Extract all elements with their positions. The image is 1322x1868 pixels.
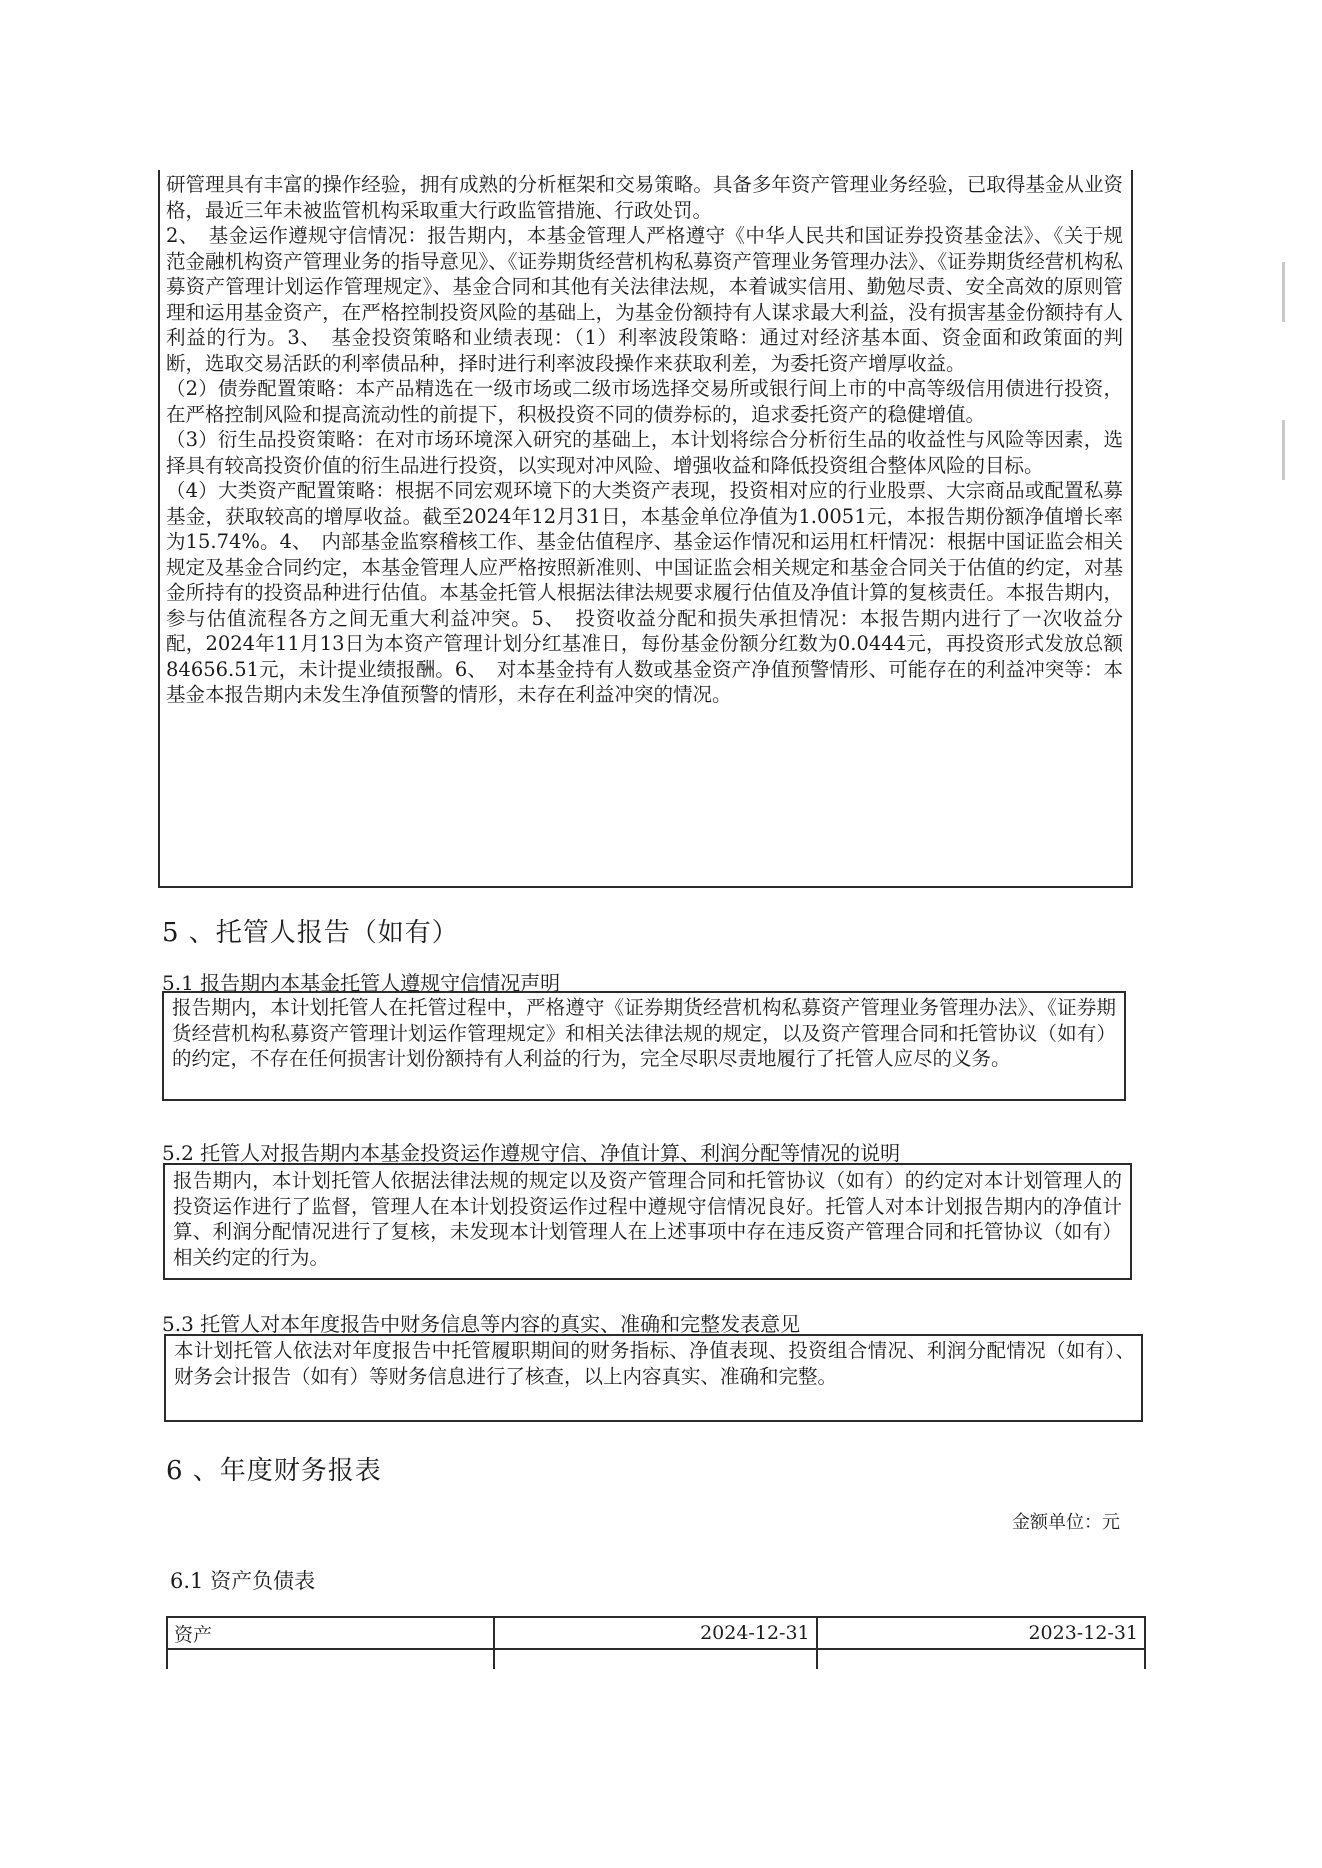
section-5-3-heading: 5.3 托管人对本年度报告中财务信息等内容的真实、准确和完整发表意见 [162, 1312, 801, 1336]
section-5-1-box [162, 991, 1126, 1101]
section-5-1-heading: 5.1 报告期内本基金托管人遵规守信情况声明 [162, 971, 561, 995]
section-5-3-box [164, 1334, 1143, 1422]
section-5-2-heading: 5.2 托管人对报告期内本基金投资运作遵规守信、净值计算、利润分配等情况的说明 [162, 1141, 901, 1165]
intro-paragraph: 2、 基金运作遵规守信情况：报告期内，本基金管理人严格遵守《中华人民共和国证券投资基金法》、《关于规范金融机构资产管理业务的指导意见》、《证券期货经营机构私募资产管理业务管理办法》、《证券期货经营机构私募资产管理计划运作管理规定》、基金合同和其他有关法律法规，本着诚实信用、勤勉尽责、安全高效的原则管理和运用基金资产，在严格控制投资风险的基础上，为基金份额持有人谋求最大利益，没有损害基金份额持有人利益的行为。3、 基金投资策略和业绩表现：（1）利率波段策略：通过对经济基本面、资金面和政策面的判断，选取交易活跃的利率债品种，择时进行利率波段操作来获取利差，为委托资产增厚收益。 [166, 224, 1123, 375]
balance-sheet-table [166, 1616, 1146, 1669]
table-cell [817, 1649, 1145, 1669]
table-header-row [167, 1617, 1145, 1649]
intro-paragraph: （2）债券配置策略：本产品精选在一级市场或二级市场选择交易所或银行间上市的中高等级信用债进行投资，在严格控制风险和提高流动性的前提下，积极投资不同的债券标的，追求委托资产的稳健增值。 [166, 377, 1123, 426]
scan-edge-mark [1282, 420, 1285, 480]
table-cell [494, 1649, 816, 1669]
section-6-1-heading: 6.1 资产负债表 [170, 1569, 316, 1593]
table-header-2023: 2023-12-31 [817, 1617, 1145, 1649]
table-row [167, 1649, 1145, 1669]
table-header-asset: 资产 [167, 1617, 494, 1649]
table-header-2024: 2024-12-31 [494, 1617, 816, 1649]
section-5-heading: 5 、托管人报告（如有） [162, 918, 459, 948]
section-5-2-text: 报告期内，本计划托管人依据法律法规的规定以及资产管理合同和托管协议（如有）的约定对本计划管理人的投资运作进行了监督，管理人在本计划投资运作过程中遵规守信情况良好。托管人对本计划报告期内的净值计算、利润分配情况进行了复核，未发现本计划管理人在上述事项中存在违反资产管理合同和托管协议（如有）相关约定的行为。 [173, 1169, 1122, 1269]
section-5-2-box [163, 1163, 1132, 1280]
intro-paragraph: （3）衍生品投资策略：在对市场环境深入研究的基础上，本计划将综合分析衍生品的收益性与风险等因素，选择具有较高投资价值的衍生品进行投资，以实现对冲风险、增强收益和降低投资组合整体风险的目标。 [166, 428, 1123, 477]
amount-unit-label: 金额单位：元 [1012, 1512, 1120, 1533]
manager-report-box [158, 170, 1133, 888]
section-5-3-text: 本计划托管人依法对年度报告中托管履职期间的财务指标、净值表现、投资组合情况、利润分配情况（如有）、财务会计报告（如有）等财务信息进行了核查，以上内容真实、准确和完整。 [174, 1339, 1135, 1388]
section-5-1-text: 报告期内，本计划托管人在托管过程中，严格遵守《证券期货经营机构私募资产管理业务管理办法》、《证券期货经营机构私募资产管理计划运作管理规定》和相关法律法规的规定，以及资产管理合同和托管协议（如有）的约定，不存在任何损害计划份额持有人利益的行为，完全尽职尽责地履行了托管人应尽的义务。 [172, 996, 1116, 1070]
table-cell [167, 1649, 494, 1669]
intro-paragraph: 研管理具有丰富的操作经验，拥有成熟的分析框架和交易策略。具备多年资产管理业务经验，已取得基金从业资格，最近三年未被监管机构采取重大行政监管措施、行政处罚。 [166, 173, 1123, 222]
scan-edge-mark [1282, 262, 1285, 322]
intro-paragraph: （4）大类资产配置策略：根据不同宏观环境下的大类资产表现，投资相对应的行业股票、大宗商品或配置私募基金，获取较高的增厚收益。截至2024年12月31日，本基金单位净值为1.0051元，本报告期份额净值增长率为15.74%。4、 内部基金监察稽核工作、基金估值程序、基金运作情况和运用杠杆情况：根据中国证监会相关规定及基金合同约定，本基金管理人应严格按照新准则、中国证监会相关规定和基金合同关于估值的约定，对基金所持有的投资品种进行估值。本基金托管人根据法律法规要求履行估值及净值计算的复核责任。本报告期内，参与估值流程各方之间无重大利益冲突。5、 投资收益分配和损失承担情况：本报告期内进行了一次收益分配，2024年11月13日为本资产管理计划分红基准日，每份基金份额分红数为0.0444元，再投资形式发放总额84656.51元，未计提业绩报酬。6、 对本基金持有人数或基金资产净值预警情形、可能存在的利益冲突等：本基金本报告期内未发生净值预警的情形，未存在利益冲突的情况。 [166, 479, 1123, 706]
section-6-heading: 6 、年度财务报表 [166, 1456, 382, 1486]
